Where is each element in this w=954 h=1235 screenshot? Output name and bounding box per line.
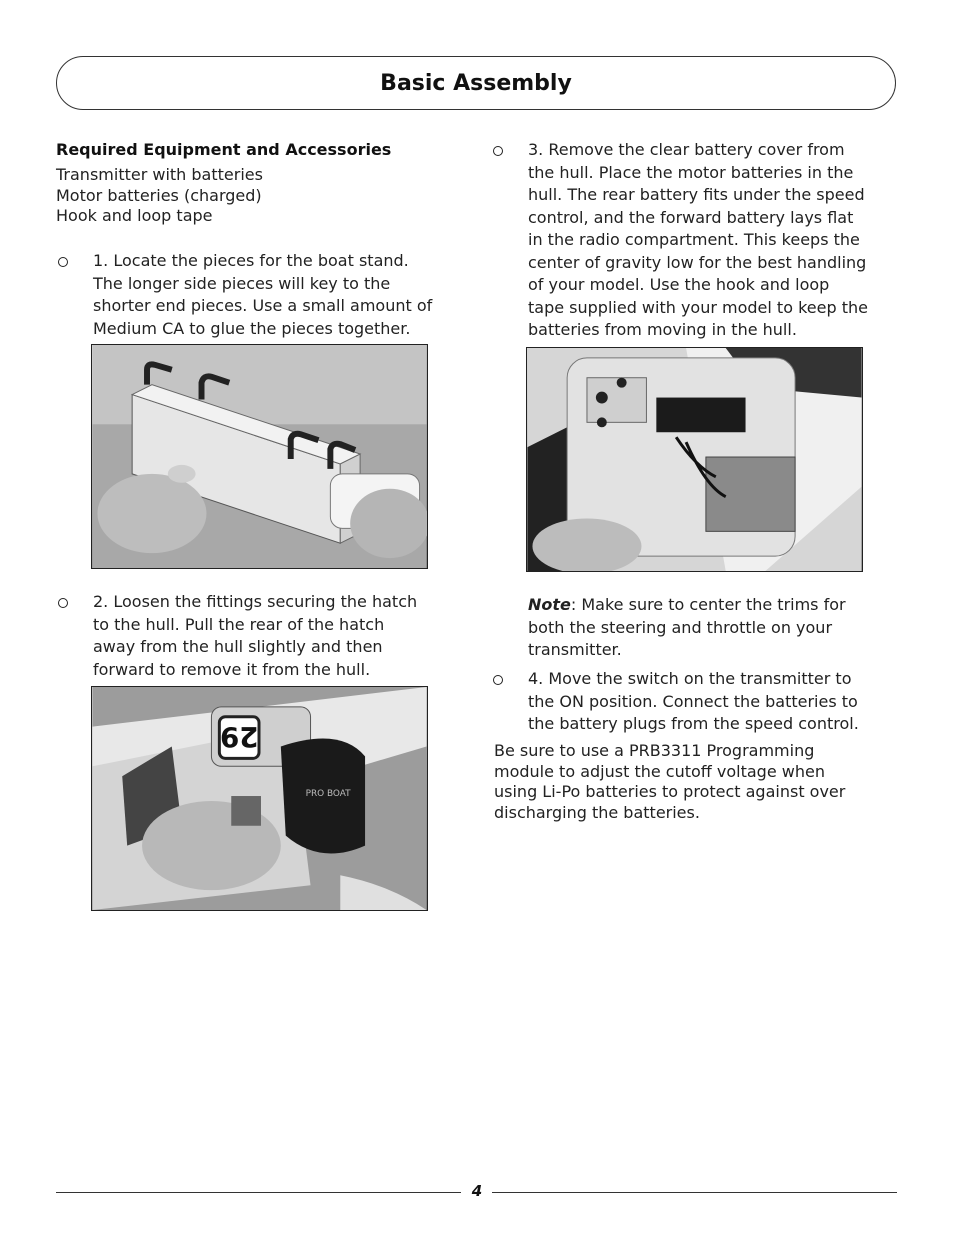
decal-text: PRO BOAT xyxy=(305,789,351,800)
step-1-checkbox[interactable] xyxy=(58,257,68,267)
hull-number: 29 xyxy=(219,720,259,754)
note-line: both the steering and throttle on your xyxy=(528,617,833,637)
step-1-text xyxy=(93,250,432,340)
step-line: away from the hull slightly and then xyxy=(93,637,383,656)
step-line: center of gravity low for the best handling xyxy=(528,252,867,272)
page-number: 4 xyxy=(471,1182,483,1200)
equipment-item: Motor batteries (charged) xyxy=(56,185,262,205)
step-line: The longer side pieces will key to the xyxy=(93,273,391,293)
step-2-text xyxy=(93,591,417,681)
step-line: batteries from moving in the hull. xyxy=(528,320,797,339)
footer-rule-left xyxy=(56,1192,461,1193)
footer-rule-right xyxy=(492,1192,897,1193)
page-title-box xyxy=(56,56,896,110)
equipment-list xyxy=(56,165,263,227)
closing-line: module to adjust the cutoff voltage when xyxy=(494,761,825,781)
step-3-text xyxy=(528,139,868,342)
step-line: of your model. Use the hook and loop xyxy=(528,275,830,294)
step-line: tape supplied with your model to keep the xyxy=(528,297,868,317)
step-4-text xyxy=(528,668,859,736)
hatch-removal-photo xyxy=(91,686,428,911)
note-label: Note xyxy=(528,595,571,614)
step-line: shorter end pieces. Use a small amount of xyxy=(93,296,433,315)
step-line: 2. Loosen the fittings securing the hatch xyxy=(93,592,418,611)
closing-line: discharging the batteries. xyxy=(494,802,700,822)
step-2-checkbox[interactable] xyxy=(58,598,68,608)
step-line: in the radio compartment. This keeps the xyxy=(528,230,860,249)
step-line: the hull. Place the motor batteries in the xyxy=(528,162,854,182)
step-line: the battery plugs from the speed control. xyxy=(528,714,859,733)
closing-line: Be sure to use a PRB3311 Programming xyxy=(494,741,815,760)
step-line: to the hull. Pull the rear of the hatch xyxy=(93,614,385,634)
step-line: 1. Locate the pieces for the boat stand. xyxy=(93,251,409,270)
step-line: hull. The rear battery fits under the speed xyxy=(528,185,865,204)
step-line: control, and the forward battery lays flat xyxy=(528,207,854,227)
step-line: Medium CA to glue the pieces together. xyxy=(93,318,411,338)
step-3-checkbox[interactable] xyxy=(493,146,503,156)
page-title: Basic Assembly xyxy=(380,70,572,96)
step-line: 4. Move the switch on the transmitter to xyxy=(528,669,852,688)
note-line: transmitter. xyxy=(528,640,622,659)
hatch-removal-illustration xyxy=(92,687,427,910)
battery-installation-photo xyxy=(526,347,863,572)
boat-stand-photo xyxy=(91,344,428,569)
equipment-item: Transmitter with batteries xyxy=(56,165,263,184)
step-line: the ON position. Connect the batteries to xyxy=(528,691,858,711)
equipment-heading: Required Equipment and Accessories xyxy=(56,140,392,159)
note-text xyxy=(528,594,846,662)
closing-line: using Li-Po batteries to protect against over xyxy=(494,782,846,801)
equipment-item: Hook and loop tape xyxy=(56,206,213,225)
boat-stand-illustration xyxy=(92,345,427,568)
battery-installation-illustration xyxy=(527,348,862,571)
step-line: forward to remove it from the hull. xyxy=(93,659,371,679)
step-4-checkbox[interactable] xyxy=(493,675,503,685)
note-line: : Make sure to center the trims for xyxy=(570,595,846,614)
step-line: 3. Remove the clear battery cover from xyxy=(528,140,845,159)
programming-note xyxy=(494,741,845,823)
